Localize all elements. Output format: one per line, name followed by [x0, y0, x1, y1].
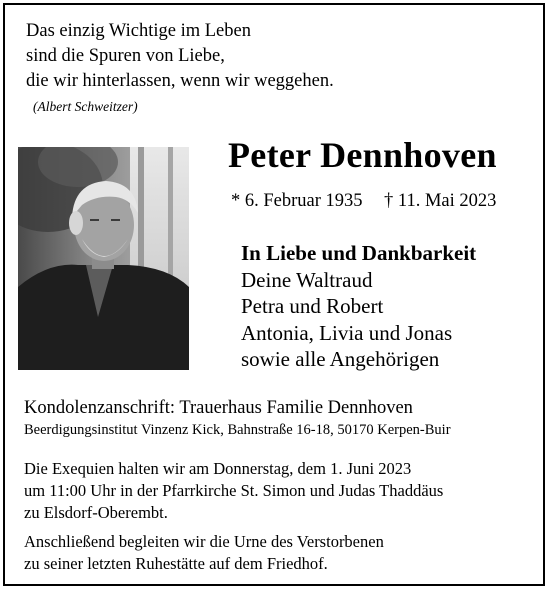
- service-line: um 11:00 Uhr in der Pfarrkirche St. Simon und Judas Thaddäus: [24, 481, 444, 500]
- service-paragraph: [24, 458, 443, 524]
- deceased-name: Peter Dennhoven: [228, 135, 497, 175]
- burial-line: Anschließend begleiten wir die Urne des Verstorbenen: [24, 532, 384, 551]
- quote-block: [26, 19, 334, 94]
- mourners-lead: In Liebe und Dankbarkeit: [241, 241, 477, 265]
- death-date: † 11. Mai 2023: [384, 191, 497, 211]
- birth-date: * 6. Februar 1935: [231, 191, 363, 211]
- mourner-name: Petra und Robert: [241, 294, 384, 318]
- service-line: zu Elsdorf-Oberembt.: [24, 503, 168, 522]
- condolence-address-label: Kondolenzanschrift: Trauerhaus Familie Dennhoven: [24, 398, 413, 418]
- quote-line: sind die Spuren von Liebe,: [26, 46, 225, 66]
- mourners-block: [241, 240, 476, 373]
- quote-author: (Albert Schweitzer): [33, 99, 138, 114]
- burial-line: zu seiner letzten Ruhestätte auf dem Friedhof.: [24, 554, 328, 573]
- burial-paragraph: [24, 531, 384, 575]
- portrait-photo-icon: [18, 147, 189, 370]
- funeral-home-address: Beerdigungsinstitut Vinzenz Kick, Bahnstraße 16-18, 50170 Kerpen-Buir: [24, 422, 451, 438]
- mourner-name: Antonia, Livia und Jonas: [241, 320, 453, 345]
- mourner-name: sowie alle Angehörigen: [241, 347, 440, 371]
- quote-line: die wir hinterlassen, wenn wir weggehen.: [26, 71, 334, 91]
- portrait-photo: [18, 147, 189, 370]
- service-line: Die Exequien halten wir am Donnerstag, dem 1. Juni 2023: [24, 459, 412, 478]
- mourner-name: Deine Waltraud: [241, 267, 373, 292]
- quote-line: Das einzig Wichtige im Leben: [26, 21, 251, 41]
